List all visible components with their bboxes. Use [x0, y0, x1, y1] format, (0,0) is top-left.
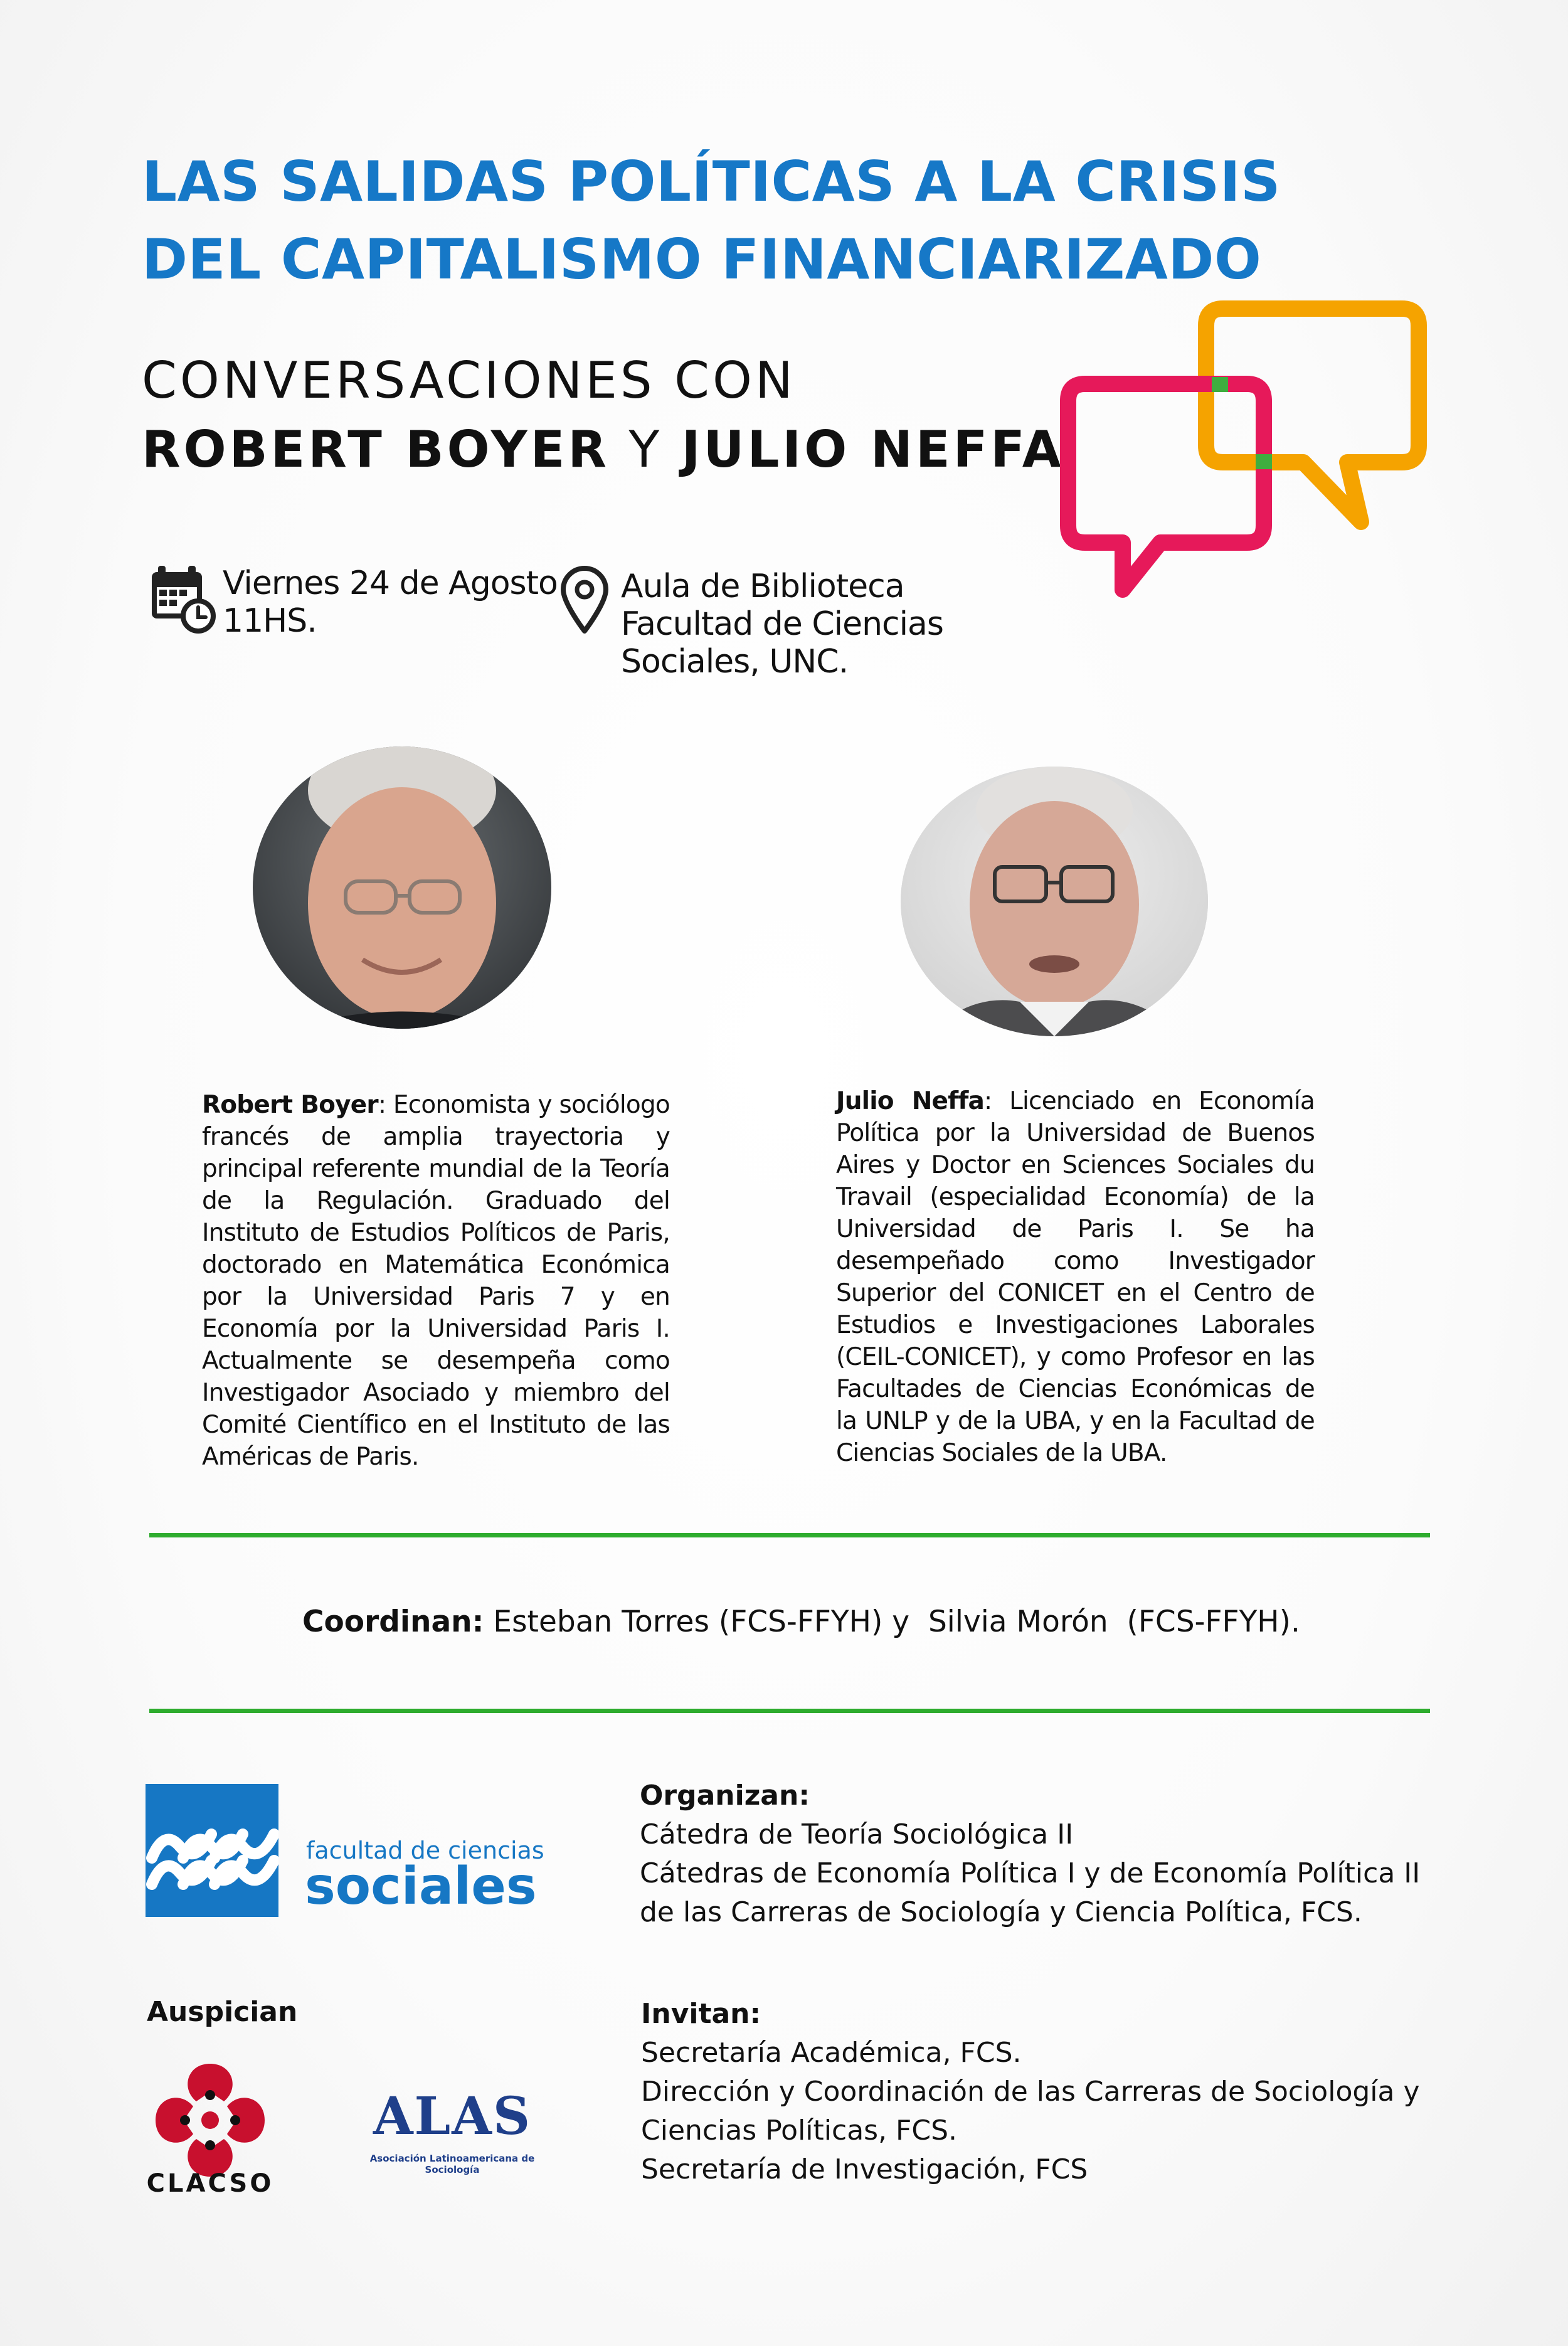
event-datetime — [223, 565, 558, 640]
robert-boyer-bio — [202, 1089, 670, 1473]
organizan-item: Cátedra de Teoría Sociológica II — [640, 1818, 1074, 1850]
invitan-item: Ciencias Políticas, FCS. — [641, 2115, 958, 2147]
subtitle-speakers — [142, 420, 1064, 479]
boyer-bio-text: : Economista y sociólogo francés de amplia trayectoria y principal referente mundial de la Teoría de la Regulación. Graduado del Instituto de Estudios Políticos de Paris, doctorado en Matemática Económica por la Universidad Paris 7 y en Economía por la Universidad Paris I. Actualmente se desempeña como Investigador Asociado y miembro del Comité Científico en el Instituto de las Américas de Paris. — [202, 1091, 670, 1471]
organizan-block — [640, 1776, 1420, 1932]
fcs-logo-line-2: sociales — [305, 1857, 537, 1916]
divider-top — [149, 1533, 1430, 1537]
wave-icon — [146, 1784, 278, 1917]
robert-boyer-photo — [253, 746, 551, 1029]
invitan-block — [641, 1995, 1420, 2189]
fcs-logo-line-1: facultad de ciencias — [306, 1837, 544, 1864]
divider-bottom — [149, 1709, 1430, 1713]
speech-bubbles-icon — [1047, 295, 1436, 608]
fcs-logo-mark — [146, 1784, 278, 1917]
alas-logo-subtitle-2: Sociología — [425, 2164, 480, 2175]
event-time: 11HS. — [223, 602, 317, 640]
invitan-item: Dirección y Coordinación de las Carreras de Sociología y — [641, 2076, 1420, 2108]
alas-logo-subtitle-1: Asociación Latinoamericana de — [369, 2153, 535, 2164]
invitan-item: Secretaría Académica, FCS. — [641, 2037, 1022, 2069]
event-title — [142, 143, 1333, 299]
title-line-2: DEL CAPITALISMO FINANCIARIZADO — [142, 227, 1262, 292]
event-location — [621, 568, 943, 681]
location-line-1: Aula de Biblioteca — [621, 568, 904, 605]
auspician-label: Auspician — [147, 1996, 298, 2028]
boyer-bio-name: Robert Boyer — [202, 1091, 378, 1119]
clacso-logo-text: CLACSO — [146, 2169, 274, 2198]
calendar-clock-icon — [149, 563, 217, 634]
title-line-1: LAS SALIDAS POLÍTICAS A LA CRISIS — [142, 149, 1281, 214]
coordinators — [302, 1605, 1300, 1639]
subtitle-line-1: CONVERSACIONES CON — [142, 351, 796, 410]
neffa-bio-name: Julio Neffa — [836, 1087, 985, 1115]
coordinan-label: Coordinan: — [302, 1605, 484, 1639]
organizan-item: de las Carreras de Sociología y Ciencia Política, FCS. — [640, 1896, 1362, 1928]
invitan-label: Invitan: — [641, 1998, 761, 2030]
coordinan-text: Esteban Torres (FCS-FFYH) y Silvia Morón (FCS-FFYH). — [484, 1605, 1300, 1639]
julio-neffa-photo — [901, 767, 1208, 1036]
julio-neffa-bio — [836, 1085, 1315, 1469]
organizan-item: Cátedras de Economía Política I y de Economía Política II — [640, 1857, 1421, 1889]
alas-logo-text: ALAS — [373, 2086, 532, 2147]
location-line-2: Facultad de Ciencias — [621, 605, 944, 643]
speaker-1-name: ROBERT BOYER — [142, 420, 610, 479]
clacso-logo-icon — [139, 2057, 281, 2183]
invitan-item: Secretaría de Investigación, FCS — [641, 2153, 1088, 2185]
speaker-connector: Y — [609, 420, 682, 479]
organizan-label: Organizan: — [640, 1780, 810, 1812]
location-line-3: Sociales, UNC. — [621, 643, 849, 681]
map-pin-icon — [559, 566, 610, 635]
neffa-bio-text: : Licenciado en Economía Política por la Universidad de Buenos Aires y Doctor en Sciences Sociales du Travail (especialidad Economía) de la Universidad de Paris I. Se ha desempeñado como Investigador Superior del CONICET en el Centro de Estudios e Investigaciones Laborales (CEIL-CONICET), y como Profesor en las Facultades de Ciencias Económicas de la UNLP y de la UBA, y en la Facultad de Ciencias Sociales de la UBA. — [836, 1087, 1315, 1467]
speaker-2-name: JULIO NEFFA — [681, 420, 1064, 479]
event-date: Viernes 24 de Agosto — [223, 565, 558, 602]
